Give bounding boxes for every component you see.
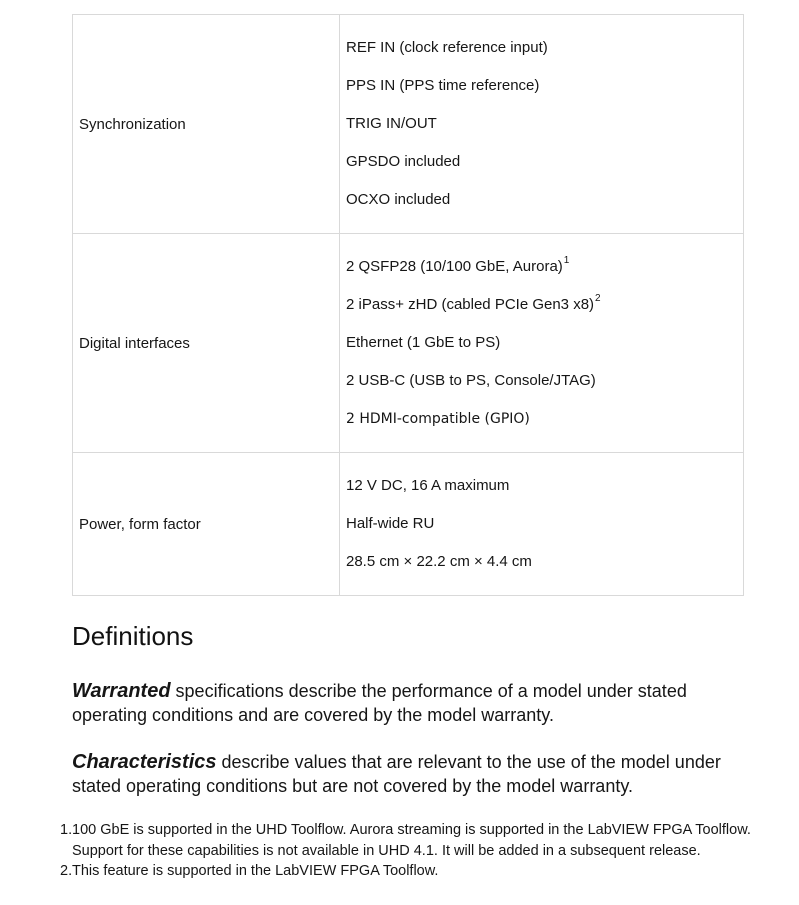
value-line: GPSDO included (346, 153, 461, 170)
value-text: 2 iPass+ zHD (cabled PCIe Gen3 x8) (346, 296, 595, 313)
value-line: PPS IN (PPS time reference) (346, 77, 540, 94)
row-values (340, 15, 744, 234)
characteristics-definition (72, 750, 752, 798)
value-line (346, 286, 737, 324)
value-line: TRIG IN/OUT (346, 115, 437, 132)
row-label: Power, form factor (73, 453, 340, 596)
warranted-term: Warranted (72, 680, 171, 702)
value-line: Ethernet (1 GbE to PS) (346, 334, 501, 351)
value-line (346, 248, 737, 286)
table-row-synchronization (73, 15, 744, 234)
footnotes-list (60, 820, 752, 882)
characteristics-text: describe values that are relevant to the use of the model under stated operating conditions but are not covered by the model warranty. (72, 752, 721, 796)
value-line: 2 USB-C (USB to PS, Console/JTAG) (346, 372, 596, 389)
table-row-digital-interfaces (73, 234, 744, 453)
footnote-number: 2. (60, 863, 73, 879)
value-line: OCXO included (346, 191, 451, 208)
warranted-text: specifications describe the performance of a model under stated operating conditions and are covered by the model warranty. (72, 681, 687, 725)
footnote-item (60, 820, 752, 861)
footnote-ref[interactable]: 1 (563, 255, 570, 266)
value-line: 12 V DC, 16 A maximum (346, 477, 510, 494)
footnote-number: 1. (60, 822, 73, 838)
warranted-definition (72, 679, 752, 727)
row-values (340, 234, 744, 453)
table-row-power-form-factor (73, 453, 744, 596)
footnote-item (60, 861, 752, 882)
value-line: REF IN (clock reference input) (346, 39, 548, 56)
specifications-table (72, 14, 744, 596)
definitions-heading: Definitions (72, 621, 194, 651)
value-line: Half-wide RU (346, 515, 435, 532)
value-text: 2 QSFP28 (10/100 GbE, Aurora) (346, 258, 563, 275)
row-label: Digital interfaces (73, 234, 340, 453)
characteristics-term: Characteristics (72, 751, 217, 773)
footnote-text: 100 GbE is supported in the UHD Toolflow. Aurora streaming is supported in the LabVIEW FPGA Toolflow. Support for these capabilities is not available in UHD 4.1. It will be added in a subsequent release. (72, 822, 751, 859)
value-line: 28.5 cm × 22.2 cm × 4.4 cm (346, 553, 532, 570)
footnote-ref[interactable]: 2 (595, 293, 601, 304)
row-values (340, 453, 744, 596)
value-line: 2 HDMI-compatible (GPIO) (346, 411, 530, 427)
footnote-text: This feature is supported in the LabVIEW FPGA Toolflow. (72, 863, 439, 879)
row-label: Synchronization (73, 15, 340, 234)
